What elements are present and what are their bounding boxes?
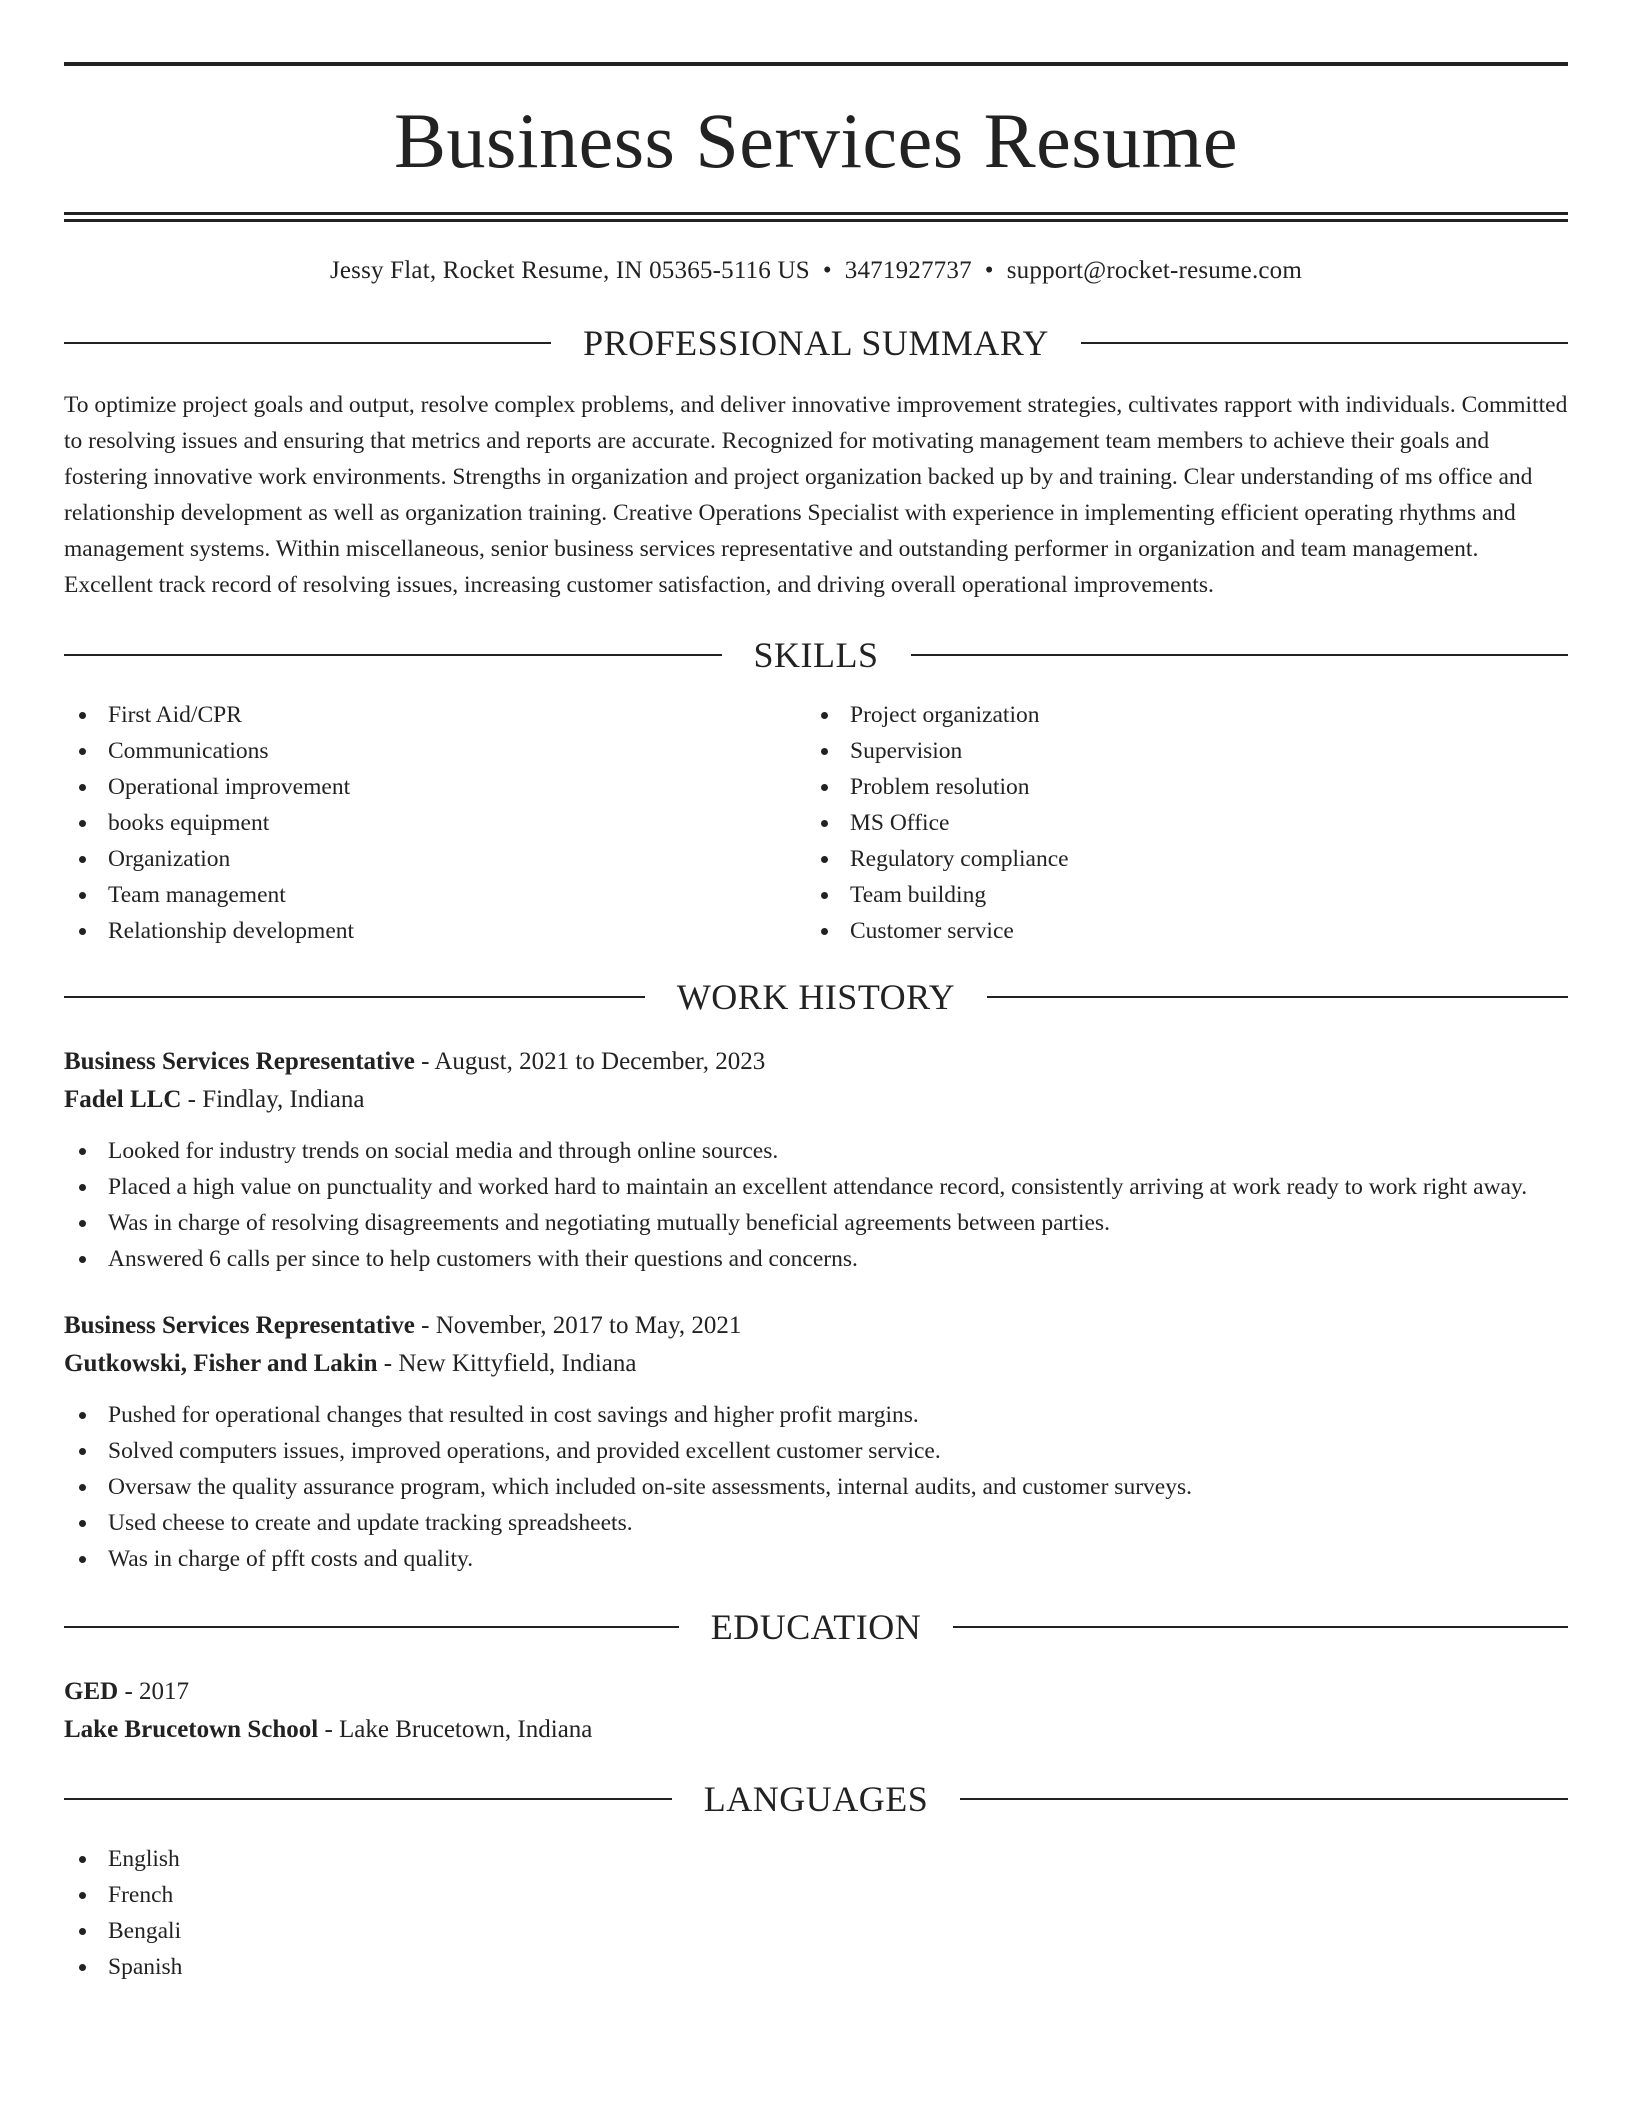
skills-list-right	[806, 697, 1548, 949]
job-company-line	[64, 1345, 1568, 1383]
skills-column-left	[64, 697, 806, 949]
heading-rule-right	[1081, 342, 1568, 344]
contact-phone: 3471927737	[844, 257, 972, 284]
skill-item: books equipment	[64, 805, 806, 841]
heading-rule-left	[64, 342, 551, 344]
heading-rule-left	[64, 1798, 672, 1800]
skill-item: Problem resolution	[806, 769, 1548, 805]
job-duty: Answered 6 calls per since to help customers with their questions and concerns.	[64, 1241, 1568, 1277]
job-duty: Pushed for operational changes that resulted in cost savings and higher profit margins.	[64, 1397, 1568, 1433]
languages-list	[64, 1841, 1568, 1985]
top-rule	[64, 62, 1568, 66]
summary-text: To optimize project goals and output, resolve complex problems, and deliver innovative improvement strategies, cultivates rapport with individuals. Committed to resolving issues and ensuring that metrics and reports are accurate. Recognized for motivating management team members to achieve their goals and fostering innovative work environments. Strengths in organization and project organization backed up by and training. Clear understanding of ms office and relationship development as well as organization training. Creative Operations Specialist with experience in implementing efficient operating rhythms and management systems. Within miscellaneous, senior business services representative and outstanding performer in organization and team management. Excellent track record of resolving issues, increasing customer satisfaction, and driving overall operational improvements.	[64, 392, 1568, 598]
title-double-rule	[64, 212, 1568, 222]
heading-rule-right	[911, 654, 1569, 656]
job-entry	[64, 1043, 1568, 1277]
contact-line	[64, 258, 1568, 283]
job-location: - Findlay, Indiana	[181, 1086, 365, 1113]
job-duty: Oversaw the quality assurance program, which included on-site assessments, internal audits, and customer surveys.	[64, 1469, 1568, 1505]
heading-rule-left	[64, 654, 722, 656]
heading-rule-right	[960, 1798, 1568, 1800]
job-duty: Solved computers issues, improved operations, and provided excellent customer service.	[64, 1433, 1568, 1469]
skill-item: First Aid/CPR	[64, 697, 806, 733]
job-company: Fadel LLC	[64, 1086, 182, 1113]
education-school: Lake Brucetown School	[64, 1716, 319, 1743]
skill-item: Team building	[806, 877, 1548, 913]
work-heading-text: WORK HISTORY	[676, 977, 956, 1017]
job-title: Business Services Representative	[64, 1048, 415, 1075]
job-duties-list	[64, 1397, 1568, 1577]
summary-heading	[64, 325, 1568, 361]
skill-item: Regulatory compliance	[806, 841, 1548, 877]
heading-rule-right	[987, 996, 1568, 998]
skill-item: Operational improvement	[64, 769, 806, 805]
job-location: - New Kittyfield, Indiana	[377, 1350, 637, 1377]
job-dates: - November, 2017 to May, 2021	[414, 1312, 742, 1339]
heading-rule-left	[64, 1626, 679, 1628]
language-item: French	[64, 1877, 1568, 1913]
job-duty: Was in charge of resolving disagreements and negotiating mutually beneficial agreements between parties.	[64, 1205, 1568, 1241]
job-title: Business Services Representative	[64, 1312, 415, 1339]
heading-rule-left	[64, 996, 645, 998]
job-company-line	[64, 1081, 1568, 1119]
skill-item: Team management	[64, 877, 806, 913]
education-degree-line	[64, 1673, 1568, 1711]
education-degree: GED	[64, 1678, 119, 1705]
contact-address: Jessy Flat, Rocket Resume, IN 05365-5116 US	[329, 257, 810, 284]
job-duty: Used cheese to create and update tracking spreadsheets.	[64, 1505, 1568, 1541]
skills-list-left	[64, 697, 806, 949]
education-entry	[64, 1673, 1568, 1749]
summary-heading-text: PROFESSIONAL SUMMARY	[583, 323, 1049, 363]
education-location: - Lake Brucetown, Indiana	[318, 1716, 593, 1743]
heading-rule-right	[953, 1626, 1568, 1628]
skill-item: MS Office	[806, 805, 1548, 841]
skill-item: Organization	[64, 841, 806, 877]
skills-heading-text: SKILLS	[753, 635, 879, 675]
job-title-line	[64, 1307, 1568, 1345]
job-title-line	[64, 1043, 1568, 1081]
languages-heading-text: LANGUAGES	[703, 1779, 929, 1819]
job-duty: Was in charge of pfft costs and quality.	[64, 1541, 1568, 1577]
skill-item: Relationship development	[64, 913, 806, 949]
job-duty: Placed a high value on punctuality and worked hard to maintain an excellent attendance record, consistently arriving at work ready to work right away.	[64, 1169, 1568, 1205]
skill-item: Communications	[64, 733, 806, 769]
languages-heading	[64, 1781, 1568, 1817]
job-dates: - August, 2021 to December, 2023	[414, 1048, 766, 1075]
contact-email: support@rocket-resume.com	[1006, 257, 1303, 284]
language-item: Spanish	[64, 1949, 1568, 1985]
job-duties-list	[64, 1133, 1568, 1277]
skills-column-right	[806, 697, 1548, 949]
education-school-line	[64, 1711, 1568, 1749]
skill-item: Customer service	[806, 913, 1548, 949]
job-company: Gutkowski, Fisher and Lakin	[64, 1350, 378, 1377]
job-entry	[64, 1307, 1568, 1577]
education-year: - 2017	[118, 1678, 190, 1705]
contact-separator: •	[984, 257, 994, 284]
skills-grid	[64, 697, 1568, 949]
job-duty: Looked for industry trends on social media and through online sources.	[64, 1133, 1568, 1169]
contact-separator: •	[822, 257, 832, 284]
skills-heading	[64, 637, 1568, 673]
education-heading	[64, 1609, 1568, 1645]
work-heading	[64, 979, 1568, 1015]
skill-item: Project organization	[806, 697, 1548, 733]
education-heading-text: EDUCATION	[710, 1607, 922, 1647]
resume-title: Business Services Resume	[394, 97, 1238, 184]
language-item: Bengali	[64, 1913, 1568, 1949]
language-item: English	[64, 1841, 1568, 1877]
skill-item: Supervision	[806, 733, 1548, 769]
